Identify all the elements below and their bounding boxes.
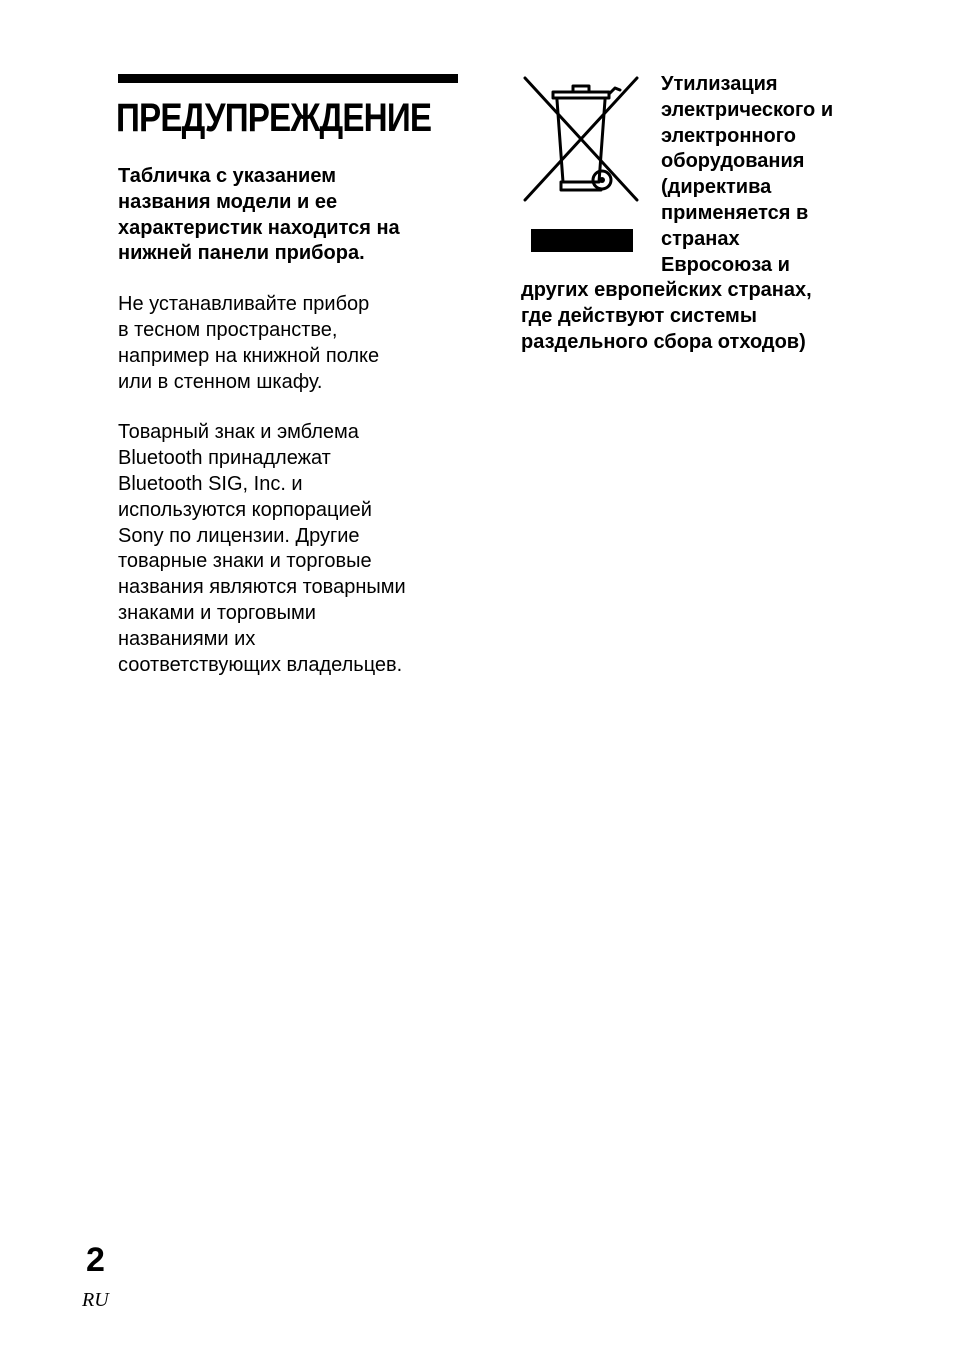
weee-heading-continued: других европейских странах, где действуют системы раздельного сбора отходов) <box>521 279 812 353</box>
trademark-notice: Товарный знак и эмблема Bluetooth принадлежат Bluetooth SIG, Inc. и используются корпорацией Sony по лицензии. Другие товарные знаки и торговые названия являются товарными знаками и торговыми названиями их соответствующих владельцев. <box>118 421 406 676</box>
page-title: ПРЕДУПРЕЖДЕНИЕ <box>116 96 432 140</box>
crossed-out-wheelie-bin-icon <box>521 74 643 254</box>
title-rule <box>118 74 458 83</box>
weee-heading: Утилизация электрического и электронного оборудования (директива применяется в странах Евросоюза и <box>661 73 834 276</box>
left-column <box>118 164 468 703</box>
installation-warning: Не устанавливайте прибор в тесном пространстве, например на книжной полке или в стенном шкафу. <box>118 293 380 393</box>
model-label-notice: Табличка с указанием названия модели и ее характеристик находится на нижней панели прибора. <box>118 165 400 265</box>
page-number: 2 <box>86 1241 105 1279</box>
language-code: RU <box>82 1289 109 1311</box>
